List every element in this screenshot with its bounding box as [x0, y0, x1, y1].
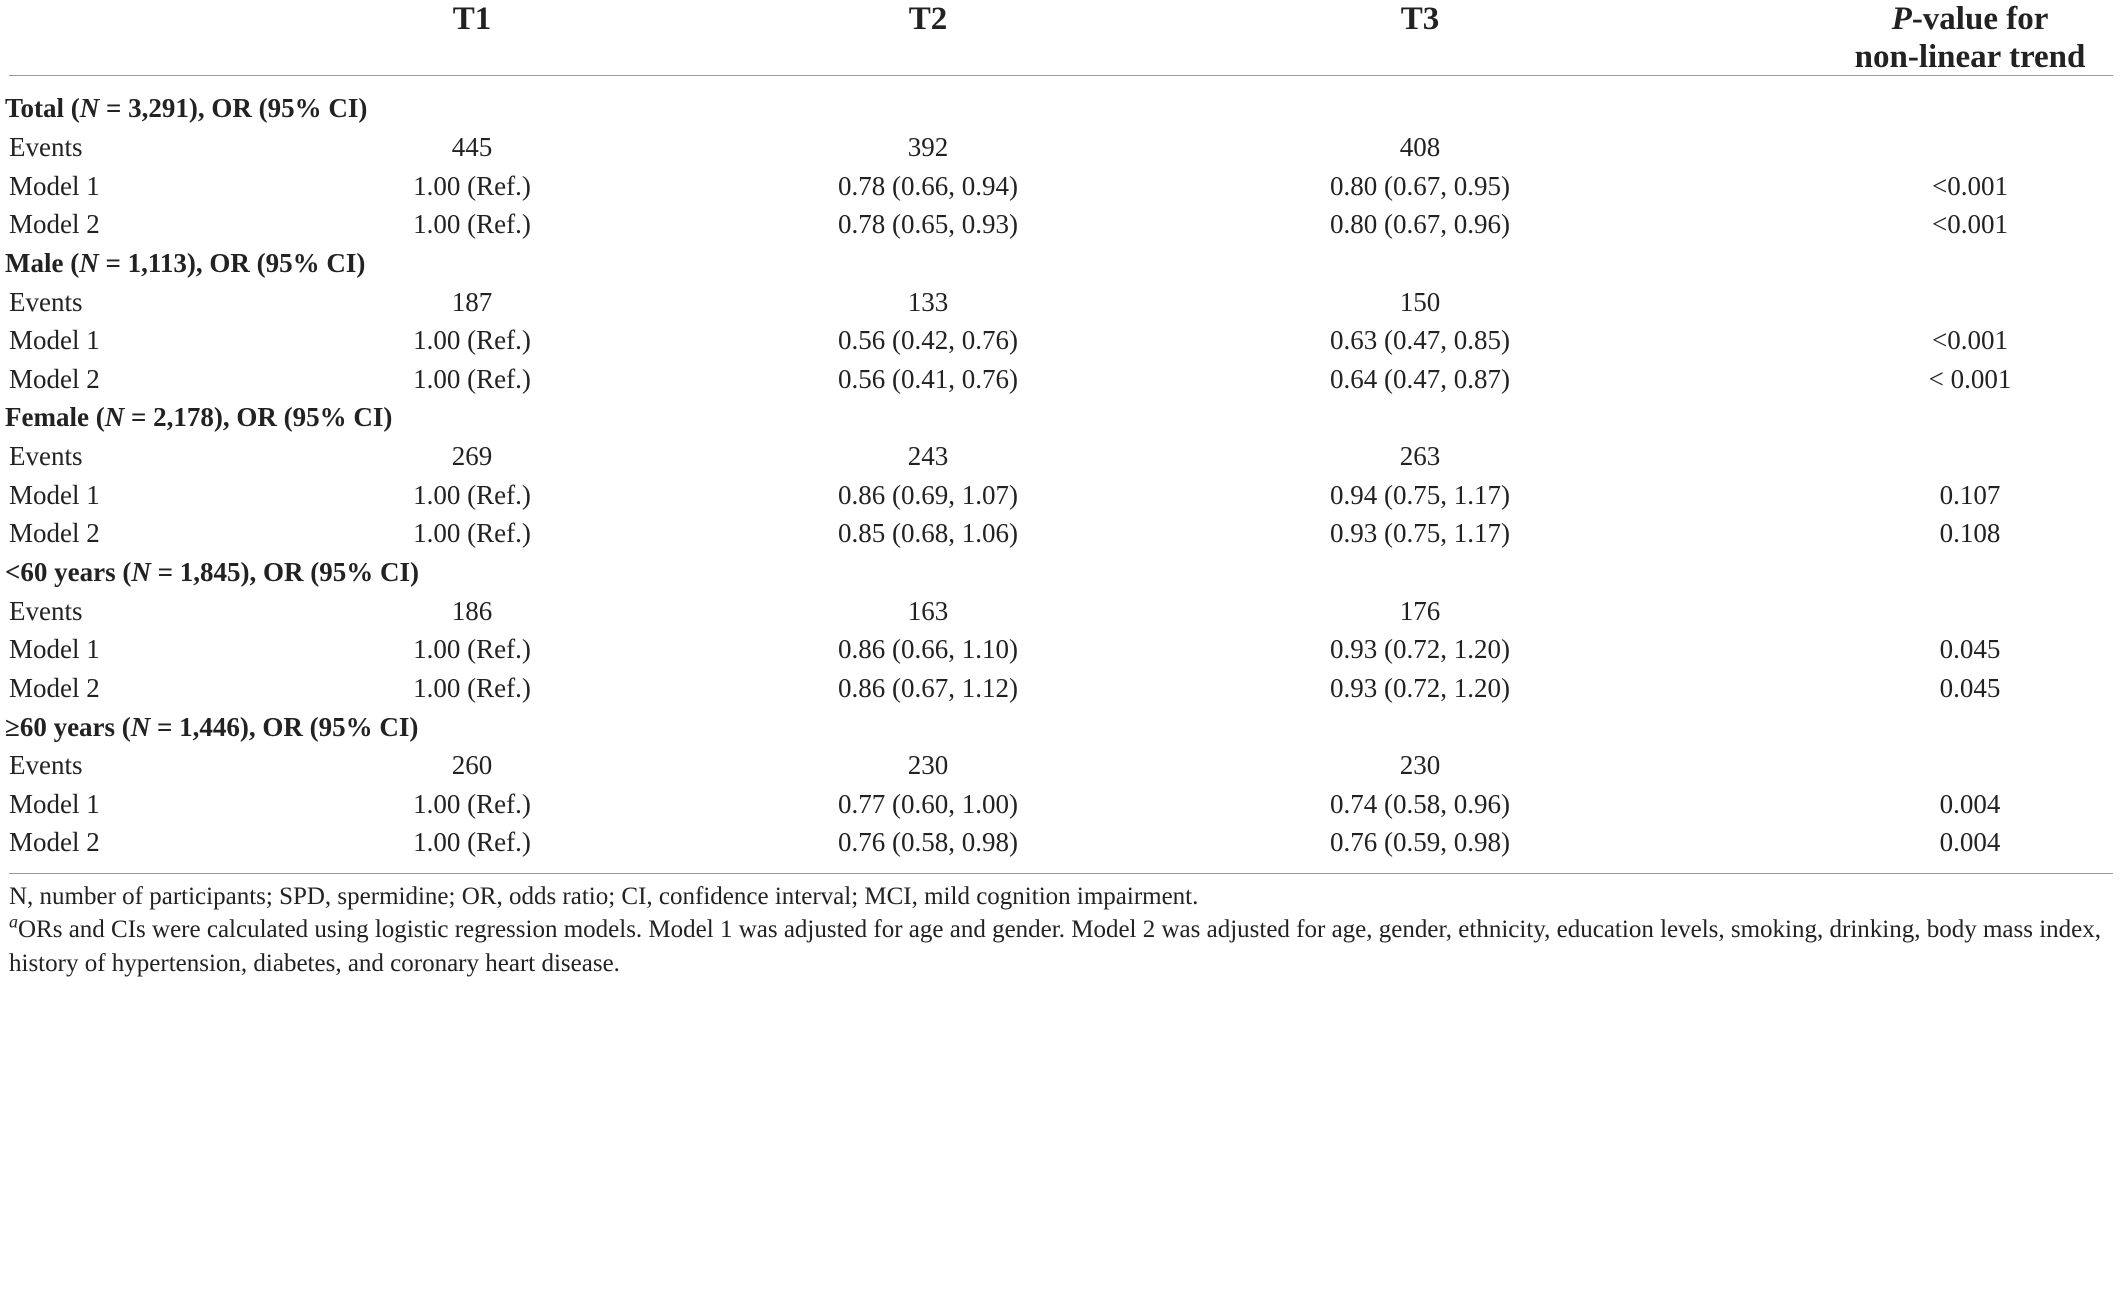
- cell-p-value: 0.045: [1939, 634, 2001, 664]
- cell-t3: 176: [1399, 596, 1441, 626]
- cell-t1: 1.00 (Ref.): [413, 171, 531, 201]
- cell-p-value: <0.001: [1932, 209, 2008, 239]
- cell-t1: 445: [451, 132, 493, 162]
- group-heading-under-60: <60 years (N = 1,845), OR (95% CI): [5, 557, 419, 587]
- cell-p-value: 0.004: [1939, 789, 2001, 819]
- cell-t2: 0.86 (0.66, 1.10): [838, 634, 1018, 664]
- cell-t1: 187: [451, 287, 493, 317]
- cell-t3: 0.80 (0.67, 0.95): [1330, 171, 1510, 201]
- cell-t2: 0.78 (0.66, 0.94): [838, 171, 1018, 201]
- row-label: Model 1: [9, 480, 100, 510]
- cell-t1: 1.00 (Ref.): [413, 634, 531, 664]
- row-label: Model 1: [9, 634, 100, 664]
- cell-t2: 0.86 (0.67, 1.12): [838, 673, 1018, 703]
- row-label: Model 1: [9, 325, 100, 355]
- cell-t2: 230: [907, 750, 949, 780]
- row-label: Events: [9, 132, 83, 162]
- cell-t2: 0.56 (0.41, 0.76): [838, 364, 1018, 394]
- cell-t3: 0.76 (0.59, 0.98): [1330, 827, 1510, 857]
- footnote-marker: a: [9, 911, 18, 932]
- cell-t1: 269: [451, 441, 493, 471]
- cell-p-value: 0.004: [1939, 827, 2001, 857]
- cell-t3: 0.93 (0.75, 1.17): [1330, 518, 1510, 548]
- p-header-line1: -value for: [1911, 1, 2049, 37]
- p-symbol: P: [1891, 1, 1912, 37]
- row-label: Events: [9, 287, 83, 317]
- cell-t2: 0.85 (0.68, 1.06): [838, 518, 1018, 548]
- cell-t2: 0.86 (0.69, 1.07): [838, 480, 1018, 510]
- cell-p-value: 0.045: [1939, 673, 2001, 703]
- p-header-line2: non-linear trend: [1854, 39, 2086, 75]
- cell-t2: 133: [907, 287, 949, 317]
- row-label: Model 1: [9, 171, 100, 201]
- table-row: [0, 816, 2121, 868]
- group-heading-60-and-over: ≥60 years (N = 1,446), OR (95% CI): [5, 712, 419, 742]
- cell-t1: 1.00 (Ref.): [413, 518, 531, 548]
- row-label: Events: [9, 750, 83, 780]
- cell-t1: 1.00 (Ref.): [413, 364, 531, 394]
- cell-t1: 1.00 (Ref.): [413, 673, 531, 703]
- cell-t3: 0.93 (0.72, 1.20): [1330, 673, 1510, 703]
- cell-t3: 230: [1399, 750, 1441, 780]
- footnote-a-text: ORs and CIs were calculated using logistic regression models. Model 1 was adjusted for age and gender. Model 2 was adjusted for age, gender, ethnicity, education levels, smoking, drinking, body mass index, history of hypertension, diabetes, and coronary heart disease.: [9, 916, 2102, 977]
- cell-t2: 163: [907, 596, 949, 626]
- cell-t3: 0.63 (0.47, 0.85): [1330, 325, 1510, 355]
- cell-t1: 1.00 (Ref.): [413, 789, 531, 819]
- cell-t1: 1.00 (Ref.): [413, 209, 531, 239]
- cell-p-value: <0.001: [1932, 325, 2008, 355]
- row-label: Events: [9, 596, 83, 626]
- cell-t1: 260: [451, 750, 493, 780]
- column-header-t1: T1: [452, 1, 492, 37]
- header-rule: [9, 75, 2113, 76]
- column-header-p-value: [1790, 0, 2121, 76]
- cell-p-value: <0.001: [1932, 171, 2008, 201]
- table-bottom-rule: [9, 873, 2113, 874]
- cell-p-value: < 0.001: [1928, 364, 2012, 394]
- cell-t3: 408: [1399, 132, 1441, 162]
- cell-t1: 1.00 (Ref.): [413, 827, 531, 857]
- cell-t2: 0.56 (0.42, 0.76): [838, 325, 1018, 355]
- row-label: Model 2: [9, 364, 100, 394]
- row-label: Events: [9, 441, 83, 471]
- cell-t3: 150: [1399, 287, 1441, 317]
- row-label: Model 2: [9, 673, 100, 703]
- footnote-a: [9, 913, 2113, 981]
- footnote-abbreviations: N, number of participants; SPD, spermidine; OR, odds ratio; CI, confidence interval; MCI, mild cognition impairment.: [9, 883, 1199, 910]
- group-heading-total: Total (N = 3,291), OR (95% CI): [5, 93, 368, 123]
- row-label: Model 2: [9, 518, 100, 548]
- group-heading-male: Male (N = 1,113), OR (95% CI): [5, 248, 366, 278]
- row-label: Model 1: [9, 789, 100, 819]
- cell-p-value: 0.107: [1939, 480, 2001, 510]
- cell-t2: 0.78 (0.65, 0.93): [838, 209, 1018, 239]
- row-label: Model 2: [9, 827, 100, 857]
- cell-t3: 0.64 (0.47, 0.87): [1330, 364, 1510, 394]
- group-heading-female: Female (N = 2,178), OR (95% CI): [5, 402, 393, 432]
- cell-t2: 392: [907, 132, 949, 162]
- cell-t3: 263: [1399, 441, 1441, 471]
- row-label: Model 2: [9, 209, 100, 239]
- cell-p-value: 0.108: [1939, 518, 2001, 548]
- cell-t1: 1.00 (Ref.): [413, 325, 531, 355]
- cell-t2: 243: [907, 441, 949, 471]
- column-header-t3: T3: [1400, 1, 1440, 37]
- cell-t3: 0.80 (0.67, 0.96): [1330, 209, 1510, 239]
- cell-t3: 0.74 (0.58, 0.96): [1330, 789, 1510, 819]
- cell-t3: 0.93 (0.72, 1.20): [1330, 634, 1510, 664]
- cell-t2: 0.77 (0.60, 1.00): [838, 789, 1018, 819]
- cell-t3: 0.94 (0.75, 1.17): [1330, 480, 1510, 510]
- column-header-t2: T2: [908, 1, 948, 37]
- cell-t2: 0.76 (0.58, 0.98): [838, 827, 1018, 857]
- cell-t1: 1.00 (Ref.): [413, 480, 531, 510]
- cell-t1: 186: [451, 596, 493, 626]
